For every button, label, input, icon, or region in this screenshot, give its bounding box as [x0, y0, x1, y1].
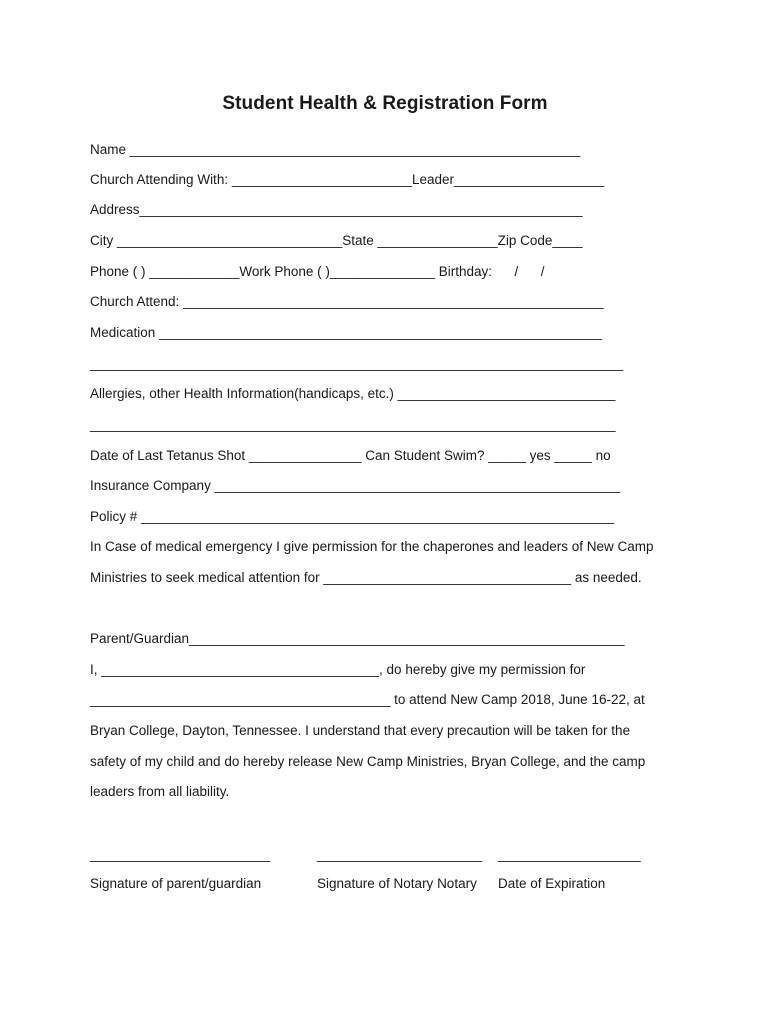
tetanus-swim-field[interactable]: Date of Last Tetanus Shot _______________ Can Student Swim? _____ yes _____ no: [90, 448, 611, 463]
church-attend-field[interactable]: Church Attend: ________________________________________________________: [90, 294, 604, 309]
parent-signature-line[interactable]: ________________________: [90, 847, 271, 862]
liability-text: leaders from all liability.: [90, 784, 230, 799]
attendee-name-field[interactable]: ________________________________________ to attend New Camp 2018, June 16-22, at: [90, 692, 645, 707]
form-title: Student Health & Registration Form: [222, 93, 548, 114]
parent-signature-label: Signature of parent/guardian: [90, 876, 262, 891]
notary-signature-line[interactable]: ______________________: [317, 847, 483, 862]
medical-attention-field[interactable]: Ministries to seek medical attention for _________________________________ as needed.: [90, 570, 642, 585]
allergies-field[interactable]: Allergies, other Health Information(handicaps, etc.) _____________________________: [90, 386, 616, 401]
address-field[interactable]: Address___________________________________________________________: [90, 202, 583, 217]
city-state-zip-field[interactable]: City ______________________________State ________________Zip Code____: [90, 233, 583, 248]
allergies-field-continued[interactable]: ______________________________________________________________________: [90, 417, 616, 432]
medication-field-continued[interactable]: _______________________________________________________________________: [90, 356, 624, 371]
medication-field[interactable]: Medication ___________________________________________________________: [90, 325, 603, 340]
name-field[interactable]: Name ____________________________________________________________: [90, 142, 581, 157]
policy-number-field[interactable]: Policy # _______________________________________________________________: [90, 509, 615, 524]
notary-signature-label: Signature of Notary Notary: [317, 876, 477, 891]
church-attending-field[interactable]: Church Attending With: ________________________Leader____________________: [90, 172, 605, 187]
release-text: safety of my child and do hereby release New Camp Ministries, Bryan College, and the camp: [90, 754, 646, 769]
precaution-text: Bryan College, Dayton, Tennessee. I understand that every precaution will be taken for the: [90, 723, 631, 738]
expiration-date-label: Date of Expiration: [498, 876, 606, 891]
expiration-date-line[interactable]: ___________________: [498, 847, 641, 862]
insurance-company-field[interactable]: Insurance Company ______________________________________________________: [90, 478, 621, 493]
emergency-permission-text: In Case of medical emergency I give permission for the chaperones and leaders of New Camp: [90, 539, 654, 554]
phone-birthday-field[interactable]: Phone ( ) ____________Work Phone ( )______________ Birthday: / /: [90, 264, 545, 279]
parent-guardian-field[interactable]: Parent/Guardian__________________________________________________________: [90, 631, 625, 646]
permission-name-field[interactable]: I, _____________________________________, do hereby give my permission for: [90, 662, 586, 677]
